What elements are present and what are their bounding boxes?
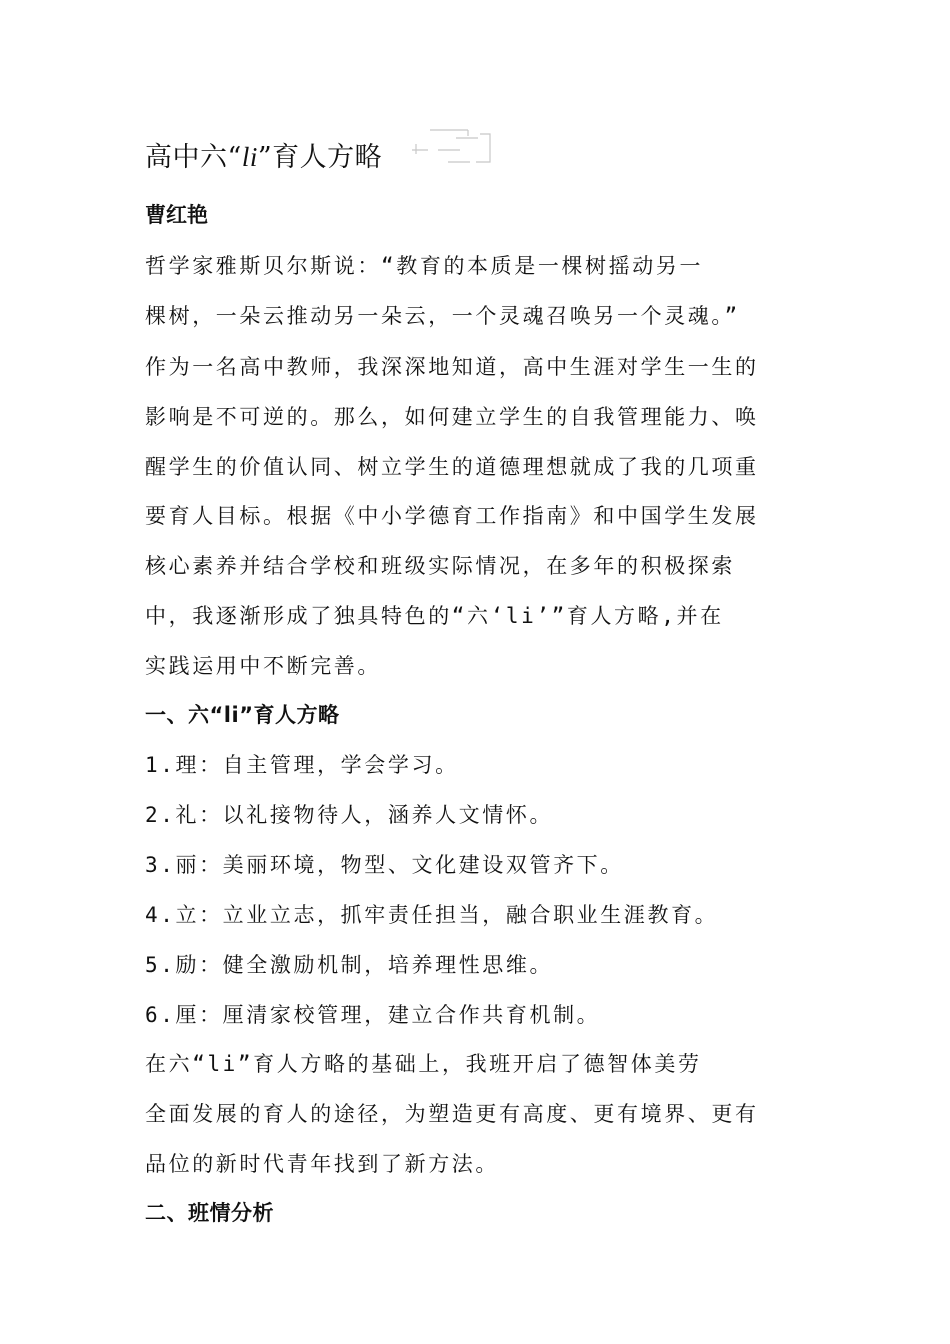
section-heading-1: 一、六“li”育人方略: [145, 703, 340, 727]
title-suffix: ”育人方略: [257, 141, 383, 173]
list-item-1: 1.理：自主管理，学会学习。: [145, 753, 459, 777]
list-item-3: 3.丽：美丽环境，物型、文化建设双管齐下。: [145, 853, 624, 877]
title-text: [145, 135, 382, 174]
intro-line-8: 中，我逐渐形成了独具特色的“六‘li’”育人方略,并在: [145, 604, 724, 628]
intro-line-7: 核心素养并结合学校和班级实际情况，在多年的积极探索: [145, 554, 735, 578]
intro-line-6: 要育人目标。根据《中小学德育工作指南》和中国学生发展: [145, 504, 759, 528]
intro-line-5: 醒学生的价值认同、树立学生的道德理想就成了我的几项重: [145, 455, 759, 479]
section-heading-2: 二、班情分析: [145, 1201, 274, 1225]
document-title: [145, 132, 382, 176]
author-name: 曹红艳: [145, 203, 208, 227]
intro-line-1: 哲学家雅斯贝尔斯说：“教育的本质是一棵树摇动另一: [145, 254, 704, 278]
intro-line-4: 影响是不可逆的。那么，如何建立学生的自我管理能力、唤: [145, 405, 759, 429]
summary-line-3: 品位的新时代青年找到了新方法。: [145, 1152, 499, 1176]
list-item-5: 5.励：健全激励机制，培养理性思维。: [145, 953, 554, 977]
list-item-2: 2.礼：以礼接物待人，涵养人文情怀。: [145, 803, 554, 827]
intro-line-2: 棵树，一朵云推动另一朵云，一个灵魂召唤另一个灵魂。”: [145, 304, 740, 328]
title-prefix: 高中六“: [145, 141, 242, 173]
list-item-6: 6.厘：厘清家校管理，建立合作共育机制。: [145, 1003, 601, 1027]
intro-line-9: 实践运用中不断完善。: [145, 654, 381, 678]
title-latin: li: [241, 141, 258, 172]
intro-line-3: 作为一名高中教师，我深深地知道，高中生涯对学生一生的: [145, 355, 759, 379]
faint-stamp-mark: [408, 124, 492, 166]
list-item-4: 4.立：立业立志，抓牢责任担当，融合职业生涯教育。: [145, 903, 719, 927]
summary-line-1: 在六“li”育人方略的基础上，我班开启了德智体美劳: [145, 1052, 702, 1076]
summary-line-2: 全面发展的育人的途径，为塑造更有高度、更有境界、更有: [145, 1102, 759, 1126]
